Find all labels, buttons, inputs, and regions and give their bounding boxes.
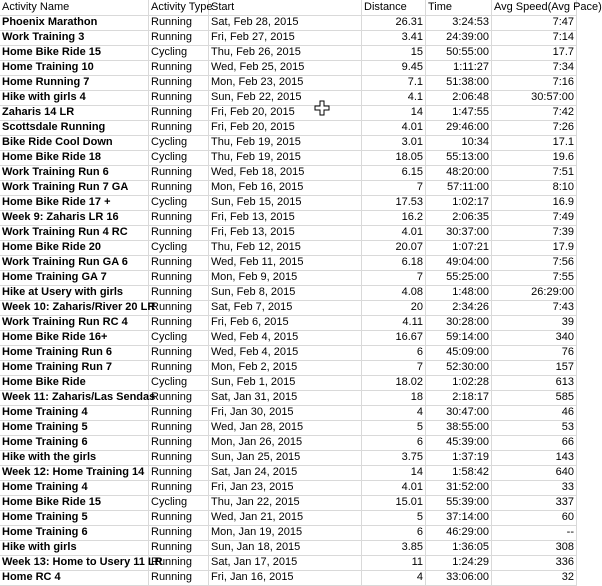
time-cell[interactable]: 29:46:00	[426, 120, 492, 135]
table-row	[0, 195, 577, 211]
start-date-cell[interactable]: Mon, Feb 23, 2015	[209, 75, 362, 90]
header-avg-speed[interactable]: Avg Speed(Avg Pace)	[494, 1, 602, 13]
time-cell[interactable]: 1:24:29	[426, 555, 492, 570]
table-row	[0, 180, 577, 196]
distance-cell[interactable]: 7	[362, 270, 426, 285]
distance-cell[interactable]: 6	[362, 345, 426, 360]
activity-type-cell[interactable]: Running	[149, 75, 209, 90]
distance-cell[interactable]: 3.75	[362, 450, 426, 465]
distance-cell[interactable]: 4.01	[362, 225, 426, 240]
time-cell[interactable]: 38:55:00	[426, 420, 492, 435]
avg-speed-cell[interactable]: 76	[492, 345, 577, 360]
distance-cell[interactable]: 5	[362, 420, 426, 435]
time-cell[interactable]: 49:04:00	[426, 255, 492, 270]
activity-type-cell[interactable]: Running	[149, 90, 209, 105]
time-cell[interactable]: 45:39:00	[426, 435, 492, 450]
header-distance[interactable]: Distance	[362, 0, 426, 15]
time-cell[interactable]: 3:24:53	[426, 15, 492, 30]
avg-speed-cell[interactable]: 7:39	[492, 225, 577, 240]
header-row	[0, 0, 602, 16]
activity-name-cell[interactable]: Home Bike Ride 15	[0, 45, 149, 60]
distance-cell[interactable]: 7	[362, 360, 426, 375]
activity-type-cell[interactable]: Running	[149, 480, 209, 495]
start-date-cell[interactable]: Fri, Feb 13, 2015	[209, 225, 362, 240]
avg-speed-cell[interactable]: 7:47	[492, 15, 577, 30]
activity-name-cell[interactable]: Work Training 3	[0, 30, 149, 45]
activity-type-cell[interactable]: Running	[149, 405, 209, 420]
distance-cell[interactable]: 16.67	[362, 330, 426, 345]
time-cell[interactable]: 1:36:05	[426, 540, 492, 555]
start-date-cell[interactable]: Sat, Feb 28, 2015	[209, 15, 362, 30]
activity-type-cell[interactable]: Running	[149, 510, 209, 525]
time-cell[interactable]: 37:14:00	[426, 510, 492, 525]
time-cell[interactable]: 48:20:00	[426, 165, 492, 180]
time-cell[interactable]: 1:47:55	[426, 105, 492, 120]
time-cell[interactable]: 30:47:00	[426, 405, 492, 420]
activity-type-cell[interactable]: Running	[149, 15, 209, 30]
activity-name-cell[interactable]: Home Training 6	[0, 525, 149, 540]
activity-type-cell[interactable]: Running	[149, 315, 209, 330]
activity-type-cell[interactable]: Running	[149, 225, 209, 240]
start-date-cell[interactable]: Sun, Feb 22, 2015	[209, 90, 362, 105]
avg-speed-cell[interactable]: 340	[492, 330, 577, 345]
activity-name-cell[interactable]: Scottsdale Running	[0, 120, 149, 135]
activity-type-cell[interactable]: Running	[149, 180, 209, 195]
activity-name-cell[interactable]: Phoenix Marathon	[0, 15, 149, 30]
distance-cell[interactable]: 9.45	[362, 60, 426, 75]
activity-type-cell[interactable]: Cycling	[149, 195, 209, 210]
activity-name-cell[interactable]: Home Training GA 7	[0, 270, 149, 285]
table-row	[0, 420, 577, 436]
start-date-cell[interactable]: Sun, Feb 8, 2015	[209, 285, 362, 300]
avg-speed-cell[interactable]: 613	[492, 375, 577, 390]
activity-name-cell[interactable]: Week 13: Home to Usery 11 LR	[2, 556, 163, 568]
table-row	[0, 105, 577, 121]
start-date-cell[interactable]: Wed, Feb 4, 2015	[209, 330, 362, 345]
activity-type-cell[interactable]: Cycling	[149, 375, 209, 390]
distance-cell[interactable]: 18	[362, 390, 426, 405]
start-date-cell[interactable]: Fri, Jan 30, 2015	[209, 405, 362, 420]
activity-type-cell[interactable]: Running	[149, 255, 209, 270]
avg-speed-cell[interactable]: 336	[492, 555, 577, 570]
activity-type-cell[interactable]: Cycling	[149, 495, 209, 510]
table-row	[0, 300, 577, 316]
start-date-cell[interactable]: Fri, Feb 20, 2015	[209, 105, 362, 120]
start-date-cell[interactable]: Fri, Feb 6, 2015	[209, 315, 362, 330]
distance-cell[interactable]: 14	[362, 105, 426, 120]
start-date-cell[interactable]: Thu, Feb 19, 2015	[209, 150, 362, 165]
time-cell[interactable]: 2:06:48	[426, 90, 492, 105]
avg-speed-cell[interactable]: 17.7	[492, 45, 577, 60]
activity-name-cell[interactable]: Week 11: Zaharis/Las Sendas	[2, 391, 156, 403]
header-time[interactable]: Time	[426, 0, 492, 15]
distance-cell[interactable]: 18.02	[362, 375, 426, 390]
time-cell[interactable]: 30:28:00	[426, 315, 492, 330]
start-date-cell[interactable]: Mon, Feb 9, 2015	[209, 270, 362, 285]
crosshair-cursor-icon	[314, 100, 330, 116]
table-row	[0, 135, 577, 151]
start-date-cell[interactable]: Sun, Jan 18, 2015	[209, 540, 362, 555]
start-date-cell[interactable]: Sun, Feb 15, 2015	[209, 195, 362, 210]
activity-type-cell[interactable]: Running	[149, 300, 209, 315]
time-cell[interactable]: 55:13:00	[426, 150, 492, 165]
start-date-cell[interactable]: Wed, Feb 25, 2015	[209, 60, 362, 75]
table-row	[0, 495, 577, 511]
table-row	[0, 15, 577, 31]
table-row	[0, 465, 577, 481]
activity-name-cell[interactable]: Home Training 5	[0, 510, 149, 525]
activity-type-cell[interactable]: Running	[149, 540, 209, 555]
table-row	[0, 45, 577, 61]
table-row	[0, 555, 577, 571]
start-date-cell[interactable]: Wed, Jan 28, 2015	[209, 420, 362, 435]
start-date-cell[interactable]: Sun, Jan 25, 2015	[209, 450, 362, 465]
start-date-cell[interactable]: Fri, Feb 27, 2015	[209, 30, 362, 45]
activity-type-cell[interactable]: Cycling	[149, 135, 209, 150]
distance-cell[interactable]: 4	[362, 405, 426, 420]
activity-name-cell[interactable]: Week 12: Home Training 14	[0, 465, 149, 480]
time-cell[interactable]: 24:39:00	[426, 30, 492, 45]
activity-name-cell[interactable]: Hike with the girls	[0, 450, 149, 465]
time-cell[interactable]: 1:11:27	[426, 60, 492, 75]
distance-cell[interactable]: 3.85	[362, 540, 426, 555]
table-row	[0, 405, 577, 421]
table-row	[0, 30, 577, 46]
start-date-cell[interactable]: Thu, Jan 22, 2015	[209, 495, 362, 510]
table-row	[0, 540, 577, 556]
distance-cell[interactable]: 15	[362, 45, 426, 60]
time-cell[interactable]: 1:02:17	[426, 195, 492, 210]
avg-speed-cell[interactable]: 26:29:00	[492, 285, 577, 300]
activity-type-cell[interactable]: Running	[149, 120, 209, 135]
avg-speed-cell[interactable]: 39	[492, 315, 577, 330]
avg-speed-cell[interactable]: --	[492, 525, 577, 540]
activity-name-cell[interactable]: Home Bike Ride 16+	[0, 330, 149, 345]
table-row	[0, 525, 577, 541]
distance-cell[interactable]: 4	[362, 570, 426, 585]
activity-type-cell[interactable]: Running	[149, 105, 209, 120]
activity-name-cell[interactable]: Work Training Run RC 4	[0, 315, 149, 330]
table-row	[0, 210, 577, 226]
activity-name-cell[interactable]: Work Training Run GA 6	[0, 255, 149, 270]
time-cell[interactable]: 31:52:00	[426, 480, 492, 495]
distance-cell[interactable]: 20	[362, 300, 426, 315]
start-date-cell[interactable]: Fri, Jan 23, 2015	[209, 480, 362, 495]
table-row	[0, 360, 577, 376]
time-cell[interactable]: 10:34	[426, 135, 492, 150]
activity-name-cell[interactable]: Week 9: Zaharis LR 16	[0, 210, 149, 225]
distance-cell[interactable]: 14	[362, 465, 426, 480]
start-date-cell[interactable]: Wed, Feb 18, 2015	[209, 165, 362, 180]
activity-name-cell[interactable]: Work Training Run 7 GA	[0, 180, 149, 195]
table-row	[0, 480, 577, 496]
activity-type-cell[interactable]: Running	[149, 165, 209, 180]
table-row	[0, 450, 577, 466]
start-date-cell[interactable]: Mon, Jan 26, 2015	[209, 435, 362, 450]
activity-type-cell[interactable]: Running	[149, 465, 209, 480]
start-date-cell[interactable]: Wed, Jan 21, 2015	[209, 510, 362, 525]
activity-type-cell[interactable]: Running	[149, 60, 209, 75]
distance-cell[interactable]: 4.1	[362, 90, 426, 105]
start-date-cell[interactable]: Fri, Jan 16, 2015	[209, 570, 362, 585]
table-row	[0, 435, 577, 451]
activity-name-cell[interactable]: Work Training Run 4 RC	[0, 225, 149, 240]
distance-cell[interactable]: 26.31	[362, 15, 426, 30]
activity-type-cell[interactable]: Running	[149, 525, 209, 540]
distance-cell[interactable]: 4.11	[362, 315, 426, 330]
activity-type-cell[interactable]: Running	[149, 435, 209, 450]
time-cell[interactable]: 1:02:28	[426, 375, 492, 390]
avg-speed-cell[interactable]: 7:43	[492, 300, 577, 315]
start-date-cell[interactable]: Fri, Feb 13, 2015	[209, 210, 362, 225]
activity-name-cell[interactable]: Home Bike Ride 15	[0, 495, 149, 510]
activity-name-cell[interactable]: Home Bike Ride 20	[0, 240, 149, 255]
avg-speed-cell[interactable]: 7:51	[492, 165, 577, 180]
activity-type-cell[interactable]: Running	[149, 210, 209, 225]
distance-cell[interactable]: 17.53	[362, 195, 426, 210]
distance-cell[interactable]: 18.05	[362, 150, 426, 165]
distance-cell[interactable]: 5	[362, 510, 426, 525]
activity-name-cell[interactable]: Home Training 6	[0, 435, 149, 450]
avg-speed-cell[interactable]: 7:26	[492, 120, 577, 135]
time-cell[interactable]: 1:48:00	[426, 285, 492, 300]
start-date-cell[interactable]: Sat, Jan 24, 2015	[209, 465, 362, 480]
activity-name-cell[interactable]: Home Bike Ride 18	[0, 150, 149, 165]
avg-speed-cell[interactable]: 157	[492, 360, 577, 375]
avg-speed-cell[interactable]: 17.1	[492, 135, 577, 150]
start-date-cell[interactable]: Mon, Jan 19, 2015	[209, 525, 362, 540]
avg-speed-cell[interactable]: 308	[492, 540, 577, 555]
avg-speed-cell[interactable]: 337	[492, 495, 577, 510]
table-row	[0, 165, 577, 181]
distance-cell[interactable]: 11	[362, 555, 426, 570]
distance-cell[interactable]: 3.01	[362, 135, 426, 150]
avg-speed-cell[interactable]: 66	[492, 435, 577, 450]
avg-speed-cell[interactable]: 7:55	[492, 270, 577, 285]
avg-speed-cell[interactable]: 7:16	[492, 75, 577, 90]
start-date-cell[interactable]: Wed, Feb 11, 2015	[209, 255, 362, 270]
table-row	[0, 330, 577, 346]
time-cell[interactable]: 1:37:19	[426, 450, 492, 465]
avg-speed-cell[interactable]: 143	[492, 450, 577, 465]
time-cell[interactable]: 2:18:17	[426, 390, 492, 405]
time-cell[interactable]: 2:34:26	[426, 300, 492, 315]
activity-type-cell[interactable]: Running	[149, 390, 209, 405]
distance-cell[interactable]: 4.01	[362, 120, 426, 135]
table-row	[0, 315, 577, 331]
time-cell[interactable]: 46:29:00	[426, 525, 492, 540]
distance-cell[interactable]: 4.01	[362, 480, 426, 495]
time-cell[interactable]: 59:14:00	[426, 330, 492, 345]
avg-speed-cell[interactable]: 7:14	[492, 30, 577, 45]
time-cell[interactable]: 1:07:21	[426, 240, 492, 255]
avg-speed-cell[interactable]: 17.9	[492, 240, 577, 255]
start-date-cell[interactable]: Thu, Feb 12, 2015	[209, 240, 362, 255]
activity-name-cell[interactable]: Bike Ride Cool Down	[0, 135, 149, 150]
activity-name-cell[interactable]: Home Training Run 6	[0, 345, 149, 360]
table-row	[0, 60, 577, 76]
activity-type-cell[interactable]: Cycling	[149, 330, 209, 345]
time-cell[interactable]: 50:55:00	[426, 45, 492, 60]
distance-cell[interactable]: 16.2	[362, 210, 426, 225]
start-date-cell[interactable]: Sun, Feb 1, 2015	[209, 375, 362, 390]
time-cell[interactable]: 55:25:00	[426, 270, 492, 285]
distance-cell[interactable]: 6	[362, 435, 426, 450]
activity-name-cell[interactable]: Hike with girls 4	[0, 90, 149, 105]
avg-speed-cell[interactable]: 7:34	[492, 60, 577, 75]
avg-speed-cell[interactable]: 7:42	[492, 105, 577, 120]
avg-speed-cell[interactable]: 60	[492, 510, 577, 525]
avg-speed-cell[interactable]: 16.9	[492, 195, 577, 210]
activity-name-cell[interactable]: Home RC 4	[0, 570, 149, 585]
header-activity-type[interactable]: Activity Type	[151, 1, 213, 13]
time-cell[interactable]: 55:39:00	[426, 495, 492, 510]
distance-cell[interactable]: 4.08	[362, 285, 426, 300]
avg-speed-cell[interactable]: 33	[492, 480, 577, 495]
time-cell[interactable]: 2:06:35	[426, 210, 492, 225]
avg-speed-cell[interactable]: 640	[492, 465, 577, 480]
table-row	[0, 375, 577, 391]
avg-speed-cell[interactable]: 53	[492, 420, 577, 435]
time-cell[interactable]: 30:37:00	[426, 225, 492, 240]
header-activity-name[interactable]: Activity Name	[0, 0, 149, 15]
table-row	[0, 345, 577, 361]
start-date-cell[interactable]: Fri, Feb 20, 2015	[209, 120, 362, 135]
activity-name-cell[interactable]: Home Training Run 7	[0, 360, 149, 375]
activity-type-cell[interactable]: Cycling	[149, 45, 209, 60]
time-cell[interactable]: 57:11:00	[426, 180, 492, 195]
distance-cell[interactable]: 3.41	[362, 30, 426, 45]
activity-name-cell[interactable]: Home Training 10	[0, 60, 149, 75]
activity-name-cell[interactable]: Zaharis 14 LR	[0, 105, 149, 120]
distance-cell[interactable]: 7.1	[362, 75, 426, 90]
header-start[interactable]: Start	[209, 0, 362, 15]
table-row	[0, 285, 577, 301]
start-date-cell[interactable]: Sat, Jan 17, 2015	[209, 555, 362, 570]
activity-name-cell[interactable]: Hike with girls	[0, 540, 149, 555]
activity-name-cell[interactable]: Home Training 5	[0, 420, 149, 435]
avg-speed-cell[interactable]: 19.6	[492, 150, 577, 165]
avg-speed-cell[interactable]: 7:49	[492, 210, 577, 225]
start-date-cell[interactable]: Mon, Feb 2, 2015	[209, 360, 362, 375]
table-row	[0, 240, 577, 256]
table-row	[0, 255, 577, 271]
time-cell[interactable]: 52:30:00	[426, 360, 492, 375]
start-date-cell[interactable]: Wed, Feb 4, 2015	[209, 345, 362, 360]
start-date-cell[interactable]: Thu, Feb 19, 2015	[209, 135, 362, 150]
table-row	[0, 270, 577, 286]
distance-cell[interactable]: 6	[362, 525, 426, 540]
avg-speed-cell[interactable]: 8:10	[492, 180, 577, 195]
activity-type-cell[interactable]: Running	[149, 555, 209, 570]
activity-type-cell[interactable]: Running	[149, 345, 209, 360]
time-cell[interactable]: 45:09:00	[426, 345, 492, 360]
start-date-cell[interactable]: Mon, Feb 16, 2015	[209, 180, 362, 195]
table-row	[0, 510, 577, 526]
distance-cell[interactable]: 20.07	[362, 240, 426, 255]
table-row	[0, 570, 577, 586]
table-row	[0, 390, 577, 406]
activity-name-cell[interactable]: Home Training 4	[0, 480, 149, 495]
activity-type-cell[interactable]: Running	[149, 285, 209, 300]
start-date-cell[interactable]: Sat, Jan 31, 2015	[209, 390, 362, 405]
activity-type-cell[interactable]: Cycling	[149, 150, 209, 165]
activity-name-cell[interactable]: Home Running 7	[0, 75, 149, 90]
activity-type-cell[interactable]: Running	[149, 360, 209, 375]
activity-name-cell[interactable]: Home Bike Ride 17 +	[0, 195, 149, 210]
distance-cell[interactable]: 6.15	[362, 165, 426, 180]
table-row	[0, 120, 577, 136]
activity-type-cell[interactable]: Running	[149, 270, 209, 285]
avg-speed-cell[interactable]: 46	[492, 405, 577, 420]
time-cell[interactable]: 51:38:00	[426, 75, 492, 90]
avg-speed-cell[interactable]: 585	[492, 390, 577, 405]
activity-type-cell[interactable]: Cycling	[149, 240, 209, 255]
activity-type-cell[interactable]: Running	[149, 420, 209, 435]
activity-name-cell[interactable]: Home Bike Ride	[0, 375, 149, 390]
activity-name-cell[interactable]: Hike at Usery with girls	[0, 285, 149, 300]
time-cell[interactable]: 33:06:00	[426, 570, 492, 585]
time-cell[interactable]: 1:58:42	[426, 465, 492, 480]
activity-name-cell[interactable]: Week 10: Zaharis/River 20 LR	[2, 301, 156, 313]
table-row	[0, 90, 577, 106]
avg-speed-cell[interactable]: 32	[492, 570, 577, 585]
activity-type-cell[interactable]: Running	[149, 30, 209, 45]
table-row	[0, 75, 577, 91]
distance-cell[interactable]: 6.18	[362, 255, 426, 270]
activity-type-cell[interactable]: Running	[149, 570, 209, 585]
activity-name-cell[interactable]: Work Training Run 6	[0, 165, 149, 180]
distance-cell[interactable]: 15.01	[362, 495, 426, 510]
activity-type-cell[interactable]: Running	[149, 450, 209, 465]
distance-cell[interactable]: 7	[362, 180, 426, 195]
start-date-cell[interactable]: Thu, Feb 26, 2015	[209, 45, 362, 60]
avg-speed-cell[interactable]: 30:57:00	[492, 90, 577, 105]
start-date-cell[interactable]: Sat, Feb 7, 2015	[209, 300, 362, 315]
table-row	[0, 225, 577, 241]
table-row	[0, 150, 577, 166]
avg-speed-cell[interactable]: 7:56	[492, 255, 577, 270]
activity-name-cell[interactable]: Home Training 4	[0, 405, 149, 420]
